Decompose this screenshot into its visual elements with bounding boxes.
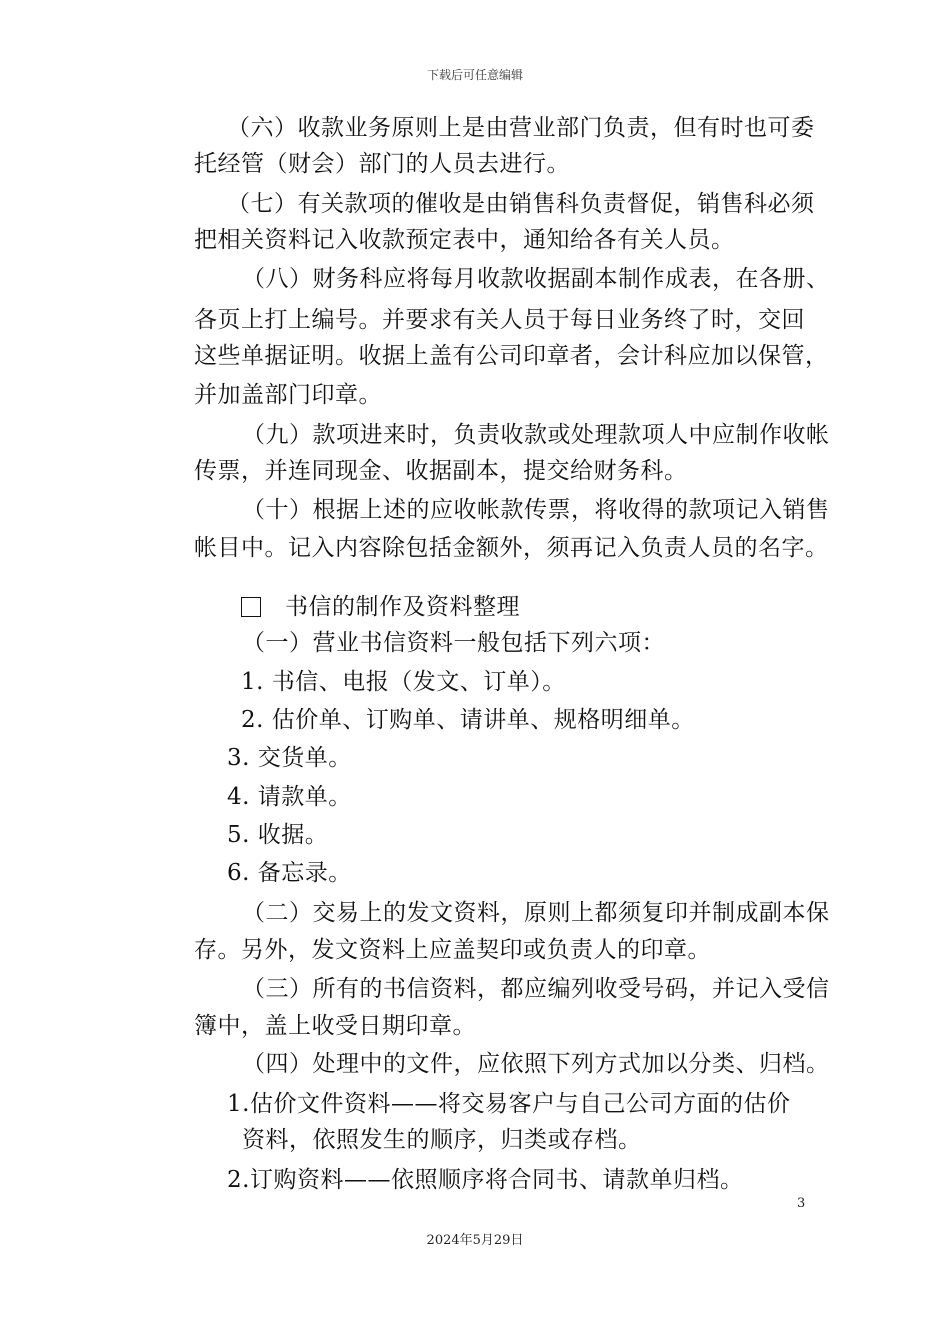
section-heading-text: 书信的制作及资料整理 (285, 594, 520, 620)
paragraph-line: 存。另外，发文资料上应盖契印或负责人的印章。 (194, 937, 711, 963)
page-footer-date: 2024年5月29日 (426, 1233, 524, 1248)
paragraph-line: 传票，并连同现金、收据副本，提交给财务科。 (194, 458, 688, 484)
page-number: 3 (797, 1196, 806, 1211)
list-item: 1.估价文件资料——将交易客户与自己公司方面的估价 (227, 1091, 791, 1117)
list-item: 4. 请款单。 (227, 784, 352, 810)
paragraph-line: 这些单据证明。收据上盖有公司印章者，会计科应加以保管， (194, 343, 829, 369)
list-item: 2. 估价单、订购单、请讲单、规格明细单。 (241, 707, 695, 733)
section-heading (241, 592, 520, 622)
paragraph-line: （四）处理中的文件，应依照下列方式加以分类、归档。 (242, 1051, 830, 1077)
page-header: 下载后可任意编辑 (426, 68, 523, 82)
checkbox-square-icon (241, 597, 261, 617)
list-item: 1. 书信、电报（发文、订单）。 (241, 669, 566, 695)
list-item: 5. 收据。 (227, 822, 329, 848)
paragraph-line: 把相关资料记入收款预定表中，通知给各有关人员。 (194, 227, 735, 253)
paragraph-line: 并加盖部门印章。 (194, 382, 382, 408)
paragraph-line: （三）所有的书信资料，都应编列收受号码，并记入受信 (242, 976, 830, 1002)
paragraph-line: 簿中，盖上收受日期印章。 (194, 1013, 476, 1039)
list-item: 6. 备忘录。 (227, 860, 352, 886)
list-item: 3. 交货单。 (227, 745, 352, 771)
paragraph-line: 托经管（财会）部门的人员去进行。 (194, 151, 570, 177)
paragraph-line: （七）有关款项的催收是由销售科负责督促，销售科必须 (227, 191, 815, 217)
paragraph-line: 帐目中。记入内容除包括金额外，须再记入负责人员的名字。 (194, 535, 829, 561)
paragraph-line: （二）交易上的发文资料，原则上都须复印并制成副本保 (242, 900, 830, 926)
paragraph-line: （八）财务科应将每月收款收据副本制作成表，在各册、 (242, 266, 830, 292)
list-item: 资料，依照发生的顺序，归类或存档。 (242, 1127, 642, 1153)
paragraph-line: （十）根据上述的应收帐款传票，将收得的款项记入销售 (242, 497, 830, 523)
paragraph-line: 各页上打上编号。并要求有关人员于每日业务终了时，交回 (194, 307, 805, 333)
paragraph-line: （六）收款业务原则上是由营业部门负责，但有时也可委 (227, 115, 815, 141)
list-item: 2.订购资料——依照顺序将合同书、请款单归档。 (227, 1167, 744, 1193)
paragraph-line: （九）款项进来时，负责收款或处理款项人中应制作收帐 (242, 422, 830, 448)
paragraph-line: （一）营业书信资料一般包括下列六项： (242, 630, 665, 656)
